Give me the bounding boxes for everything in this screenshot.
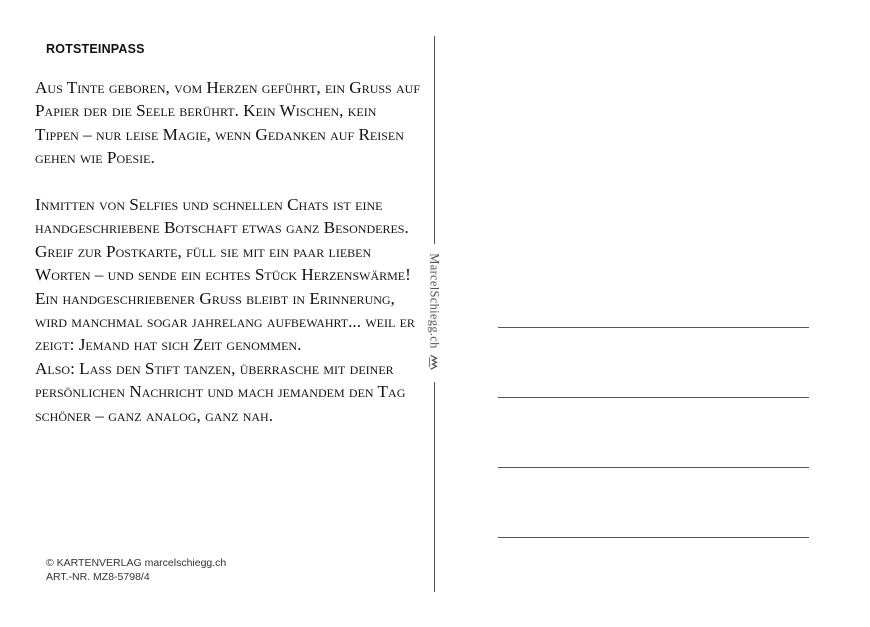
- address-line-2: [498, 397, 809, 398]
- address-line-1: [498, 327, 809, 328]
- article-number: ART.-NR. MZ8-5798/4: [46, 571, 150, 583]
- brand-vertical: [427, 253, 442, 370]
- address-line-4: [498, 537, 809, 538]
- paragraph-1: Aus Tinte geboren, vom Herzen geführt, ein Gruss auf Papier der die Seele berührt. Kein Wischen, kein Tippen – nur leise Magie, wenn Gedanken auf Reisen gehen wie Poesie.: [35, 78, 421, 168]
- message-text: [35, 76, 420, 427]
- publisher-footer: [46, 556, 226, 584]
- center-divider-top: [434, 36, 435, 244]
- address-line-3: [498, 467, 809, 468]
- center-divider-bottom: [434, 382, 435, 592]
- brand-logo-icon: [429, 355, 439, 371]
- brand-name: MarcelSchiegg.ch: [427, 253, 442, 349]
- paragraph-2: Inmitten von Selfies und schnellen Chats ist eine handgeschriebene Botschaft etwas ganz Besonderes. Greif zur Postkarte, füll sie mit ein paar lieben Worten – und sende ein echtes Stück Herzenswärme! Ein handgeschriebener Gruss bleibt in Erinnerung, wird manchmal sogar jahrelang aufbewahrt... weil er zeigt: Jemand hat sich Zeit genommen.: [35, 195, 415, 355]
- copyright-line: © KARTENVERLAG marcelschiegg.ch: [46, 557, 227, 569]
- card-title: ROTSTEINPASS: [46, 42, 145, 56]
- paragraph-3: Also: Lass den Stift tanzen, überrasche mit deiner persönlichen Nachricht und mach jemandem den Tag schöner – ganz analog, ganz nah.: [35, 358, 406, 425]
